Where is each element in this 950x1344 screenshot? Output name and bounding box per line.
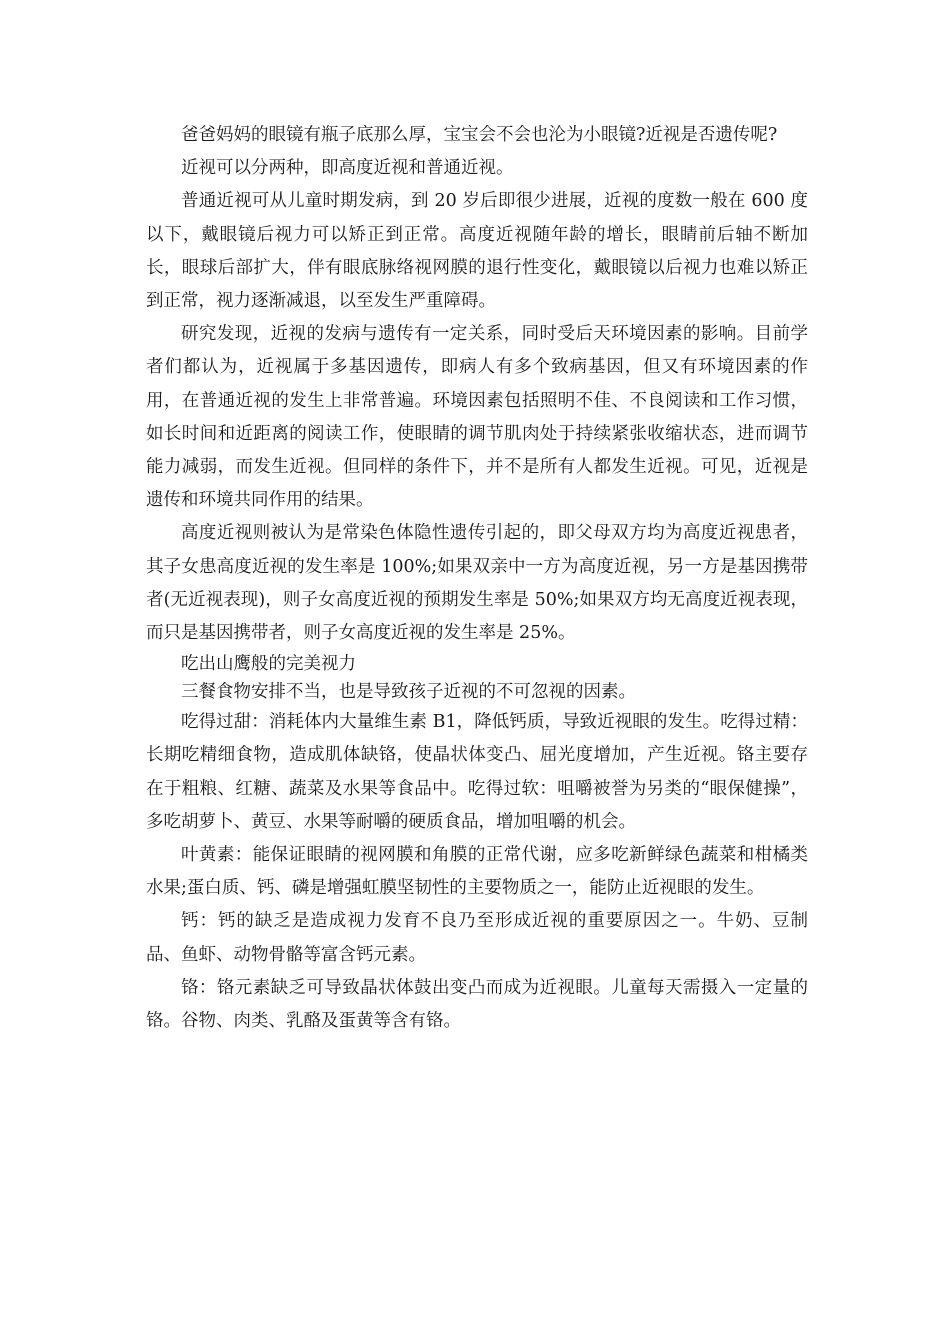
- document-body: [146, 119, 808, 1038]
- research-paragraph: 研究发现，近视的发病与遗传有一定关系，同时受后天环境因素的影响。目前学者们都认为，近视属于多基因遗传，即病人有多个致病基因，但又有环境因素的作用，在普通近视的发生上非常普遍。环境因素包括照明不佳、不良阅读和工作习惯，如长时间和近距离的阅读工作，使眼睛的调节肌肉处于持续紧张收缩状态，进而调节能力减弱，而发生近视。但同样的条件下，并不是所有人都发生近视。可见，近视是遗传和环境共同作用的结果。: [146, 324, 808, 511]
- high-myopia-paragraph: 高度近视则被认为是常染色体隐性遗传引起的，即父母双方均为高度近视患者，其子女患高度近视的发生率是 100%;如果双亲中一方为高度近视，另一方是基因携带者(无近视表现)，则子女高度近视的预期发生率是 50%;如果双方均无高度近视表现，而只是基因携带者，则子女高度近视的发生率是 25%。: [146, 523, 808, 644]
- common-myopia-paragraph: 普通近视可从儿童时期发病，到 20 岁后即很少进展，近视的度数一般在 600 度以下，戴眼镜后视力可以矫正到正常。高度近视随年龄的增长，眼睛前后轴不断加长，眼球后部扩大，伴有眼底脉络视网膜的退行性变化，戴眼镜以后视力也难以矫正到正常，视力逐渐减退，以至发生严重障碍。: [146, 191, 808, 312]
- chromium-paragraph: 铬：铬元素缺乏可导致晶状体鼓出变凸而成为近视眼。儿童每天需摄入一定量的铬。谷物、肉类、乳酪及蛋黄等含有铬。: [146, 977, 808, 1032]
- lutein-paragraph: 叶黄素：能保证眼睛的视网膜和角膜的正常代谢，应多吃新鲜绿色蔬菜和柑橘类水果;蛋白质、钙、磷是增强虹膜坚韧性的主要物质之一，能防止近视眼的发生。: [146, 845, 808, 899]
- diet-intro-paragraph: 三餐食物安排不当，也是导致孩子近视的不可忽视的因素。: [181, 682, 636, 703]
- intro-paragraph: 爸爸妈妈的眼镜有瓶子底那么厚，宝宝会不会也沦为小眼镜?近视是否遗传呢?: [181, 125, 778, 145]
- section-heading: 吃出山鹰般的完美视力: [181, 654, 356, 675]
- calcium-paragraph: 钙：钙的缺乏是造成视力发育不良乃至形成近视的重要原因之一。牛奶、豆制品、鱼虾、动物骨骼等富含钙元素。: [146, 911, 808, 965]
- myopia-types-paragraph: 近视可以分两种，即高度近视和普通近视。: [181, 158, 514, 179]
- diet-habits-paragraph: 吃得过甜：消耗体内大量维生素 B1，降低钙质，导致近视眼的发生。吃得过精：长期吃精细食物，造成肌体缺铬，使晶状体变凸、屈光度增加，产生近视。铬主要存在于粗粮、红糖、蔬菜及水果等食品中。吃得过软：咀嚼被誉为另类的“眼保健操”，多吃胡萝卜、黄豆、水果等耐嚼的硬质食品，增加咀嚼的机会。: [146, 712, 808, 832]
